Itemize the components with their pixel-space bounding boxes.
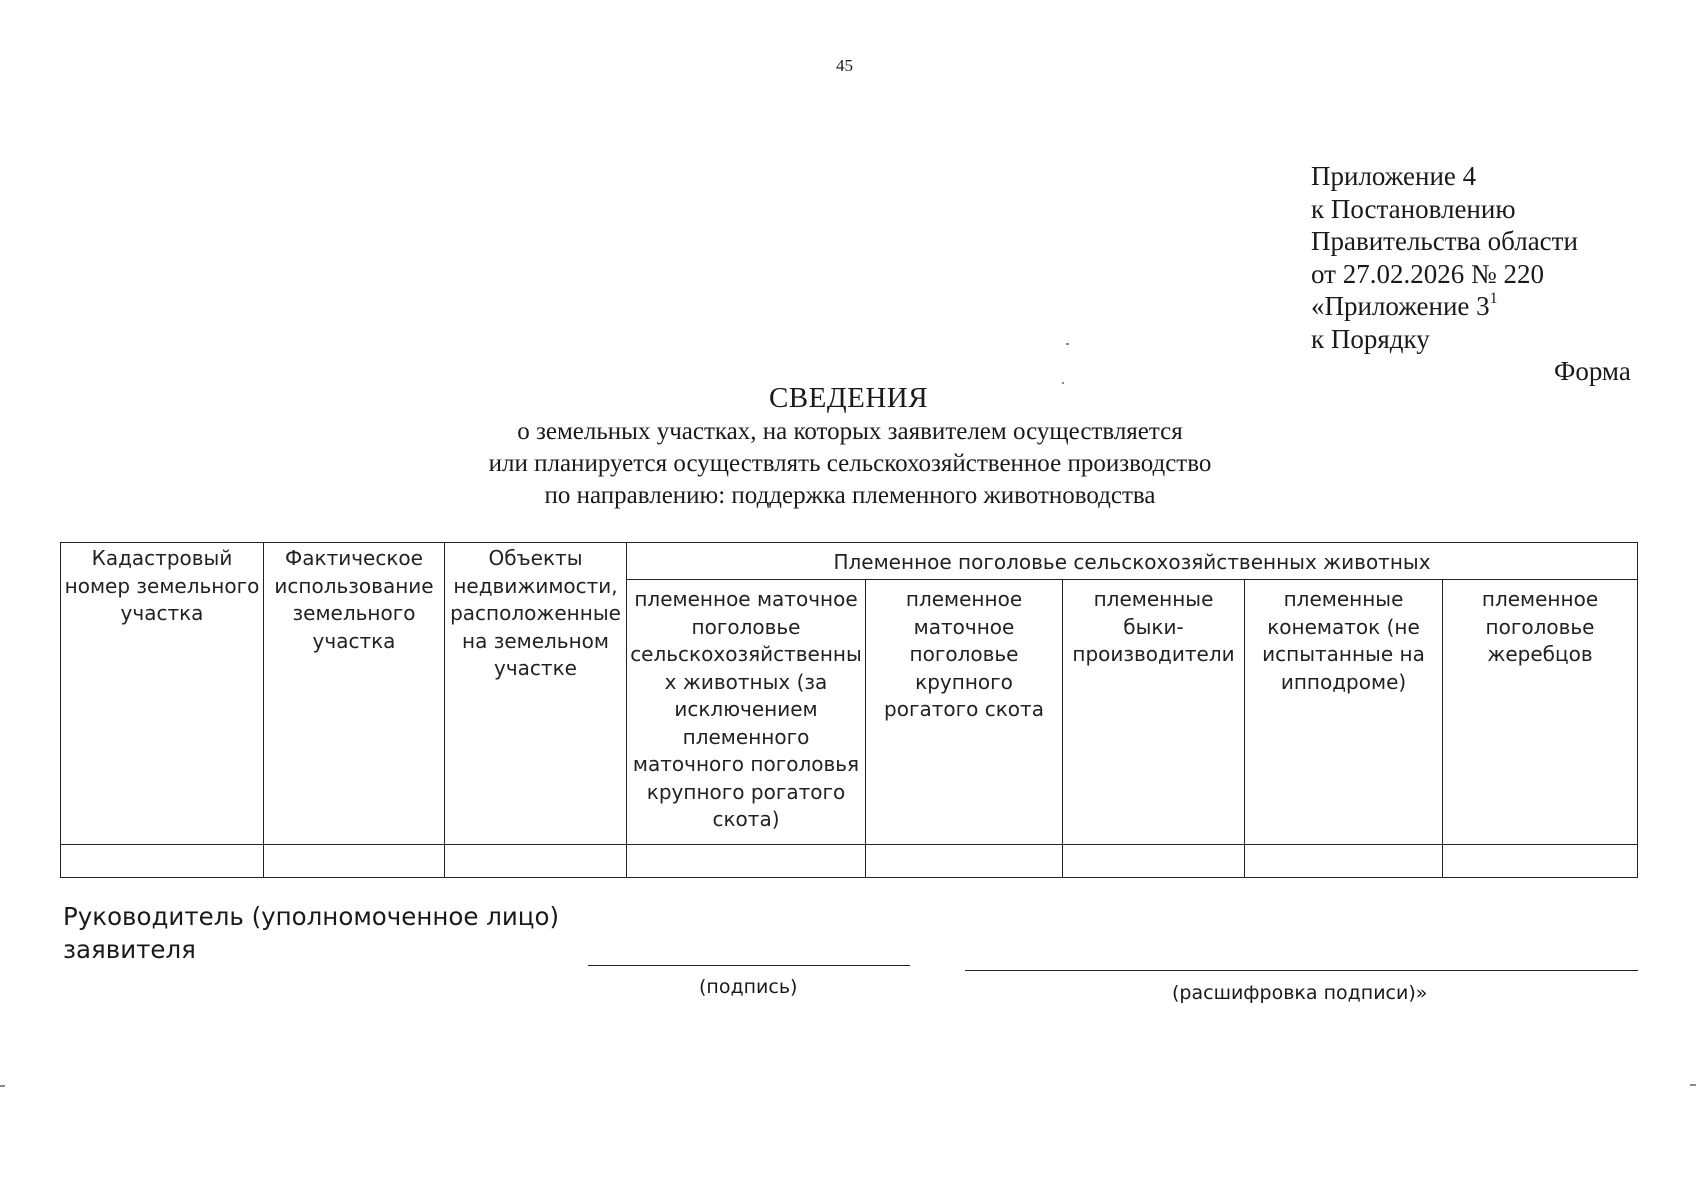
header-breeding-livestock: Племенное поголовье сельскохозяйственных животных bbox=[627, 543, 1638, 580]
appendix-line: к Постановлению bbox=[1311, 193, 1516, 224]
signature-decoding-caption: (расшифровка подписи)» bbox=[1172, 982, 1428, 1004]
cell-mares[interactable] bbox=[1245, 845, 1443, 878]
table-row bbox=[61, 845, 1638, 878]
document-subtitle bbox=[370, 416, 1330, 512]
appendix-line: к Порядку bbox=[1311, 323, 1430, 354]
cell-cadastral-number[interactable] bbox=[61, 845, 264, 878]
header-actual-use: Фактическое использование земельного участка bbox=[264, 543, 445, 845]
subtitle-line: по направлению: поддержка племенного животноводства bbox=[544, 482, 1156, 509]
scan-speck bbox=[1690, 1084, 1696, 1086]
header-breeding-mares: племенные конематок (не испытанные на ипподроме) bbox=[1245, 580, 1443, 845]
appendix-line: Приложение 4 bbox=[1311, 161, 1477, 191]
subtitle-line: или планируется осуществлять сельскохозяйственное производство bbox=[488, 450, 1212, 477]
appendix-line: Правительства области bbox=[1311, 226, 1578, 256]
signer-block bbox=[63, 900, 559, 966]
cell-cattle-stock[interactable] bbox=[866, 845, 1063, 878]
signature-caption: (подпись) bbox=[699, 976, 798, 998]
scan-speck bbox=[1066, 343, 1069, 345]
cell-bulls[interactable] bbox=[1063, 845, 1245, 878]
signature-decoding-line[interactable] bbox=[965, 970, 1638, 971]
cell-real-estate-objects[interactable] bbox=[445, 845, 627, 878]
header-breeding-breeding-stock: племенное маточное поголовье сельскохозяйственны х животных (за исключением племенного маточного поголовья крупного рогатого скота) bbox=[627, 580, 866, 845]
appendix-superscript: 1 bbox=[1489, 290, 1498, 307]
cell-stallions[interactable] bbox=[1443, 845, 1638, 878]
appendix-line-ref bbox=[1311, 290, 1578, 323]
scan-speck bbox=[0, 1085, 5, 1087]
appendix-line: «Приложение 3 bbox=[1311, 291, 1490, 321]
land-plots-table bbox=[60, 542, 1638, 878]
appendix-line: от 27.02.2026 № 220 bbox=[1311, 258, 1544, 289]
cell-actual-use[interactable] bbox=[264, 845, 445, 878]
scan-speck bbox=[1062, 382, 1064, 384]
header-real-estate-objects: Объекты недвижимости, расположенные на земельном участке bbox=[445, 543, 627, 845]
header-cadastral-number: Кадастровый номер земельного участка bbox=[61, 543, 264, 845]
document-title: СВЕДЕНИЯ bbox=[768, 382, 929, 414]
cell-breeding-stock[interactable] bbox=[627, 845, 866, 878]
subtitle-line: о земельных участках, на которых заявителем осуществляется bbox=[517, 418, 1183, 445]
form-label: Форма bbox=[1554, 356, 1631, 386]
header-breeding-bulls: племенные быки-производители bbox=[1063, 580, 1245, 845]
signer-line: заявителя bbox=[63, 935, 196, 964]
signature-line[interactable] bbox=[588, 965, 910, 966]
header-breeding-stallions: племенное поголовье жеребцов bbox=[1443, 580, 1638, 845]
appendix-block bbox=[1311, 160, 1578, 355]
signer-line: Руководитель (уполномоченное лицо) bbox=[63, 902, 560, 931]
header-breeding-cattle-stock: племенное маточное поголовье крупного рогатого скота bbox=[866, 580, 1063, 845]
page-number: 45 bbox=[836, 56, 853, 75]
